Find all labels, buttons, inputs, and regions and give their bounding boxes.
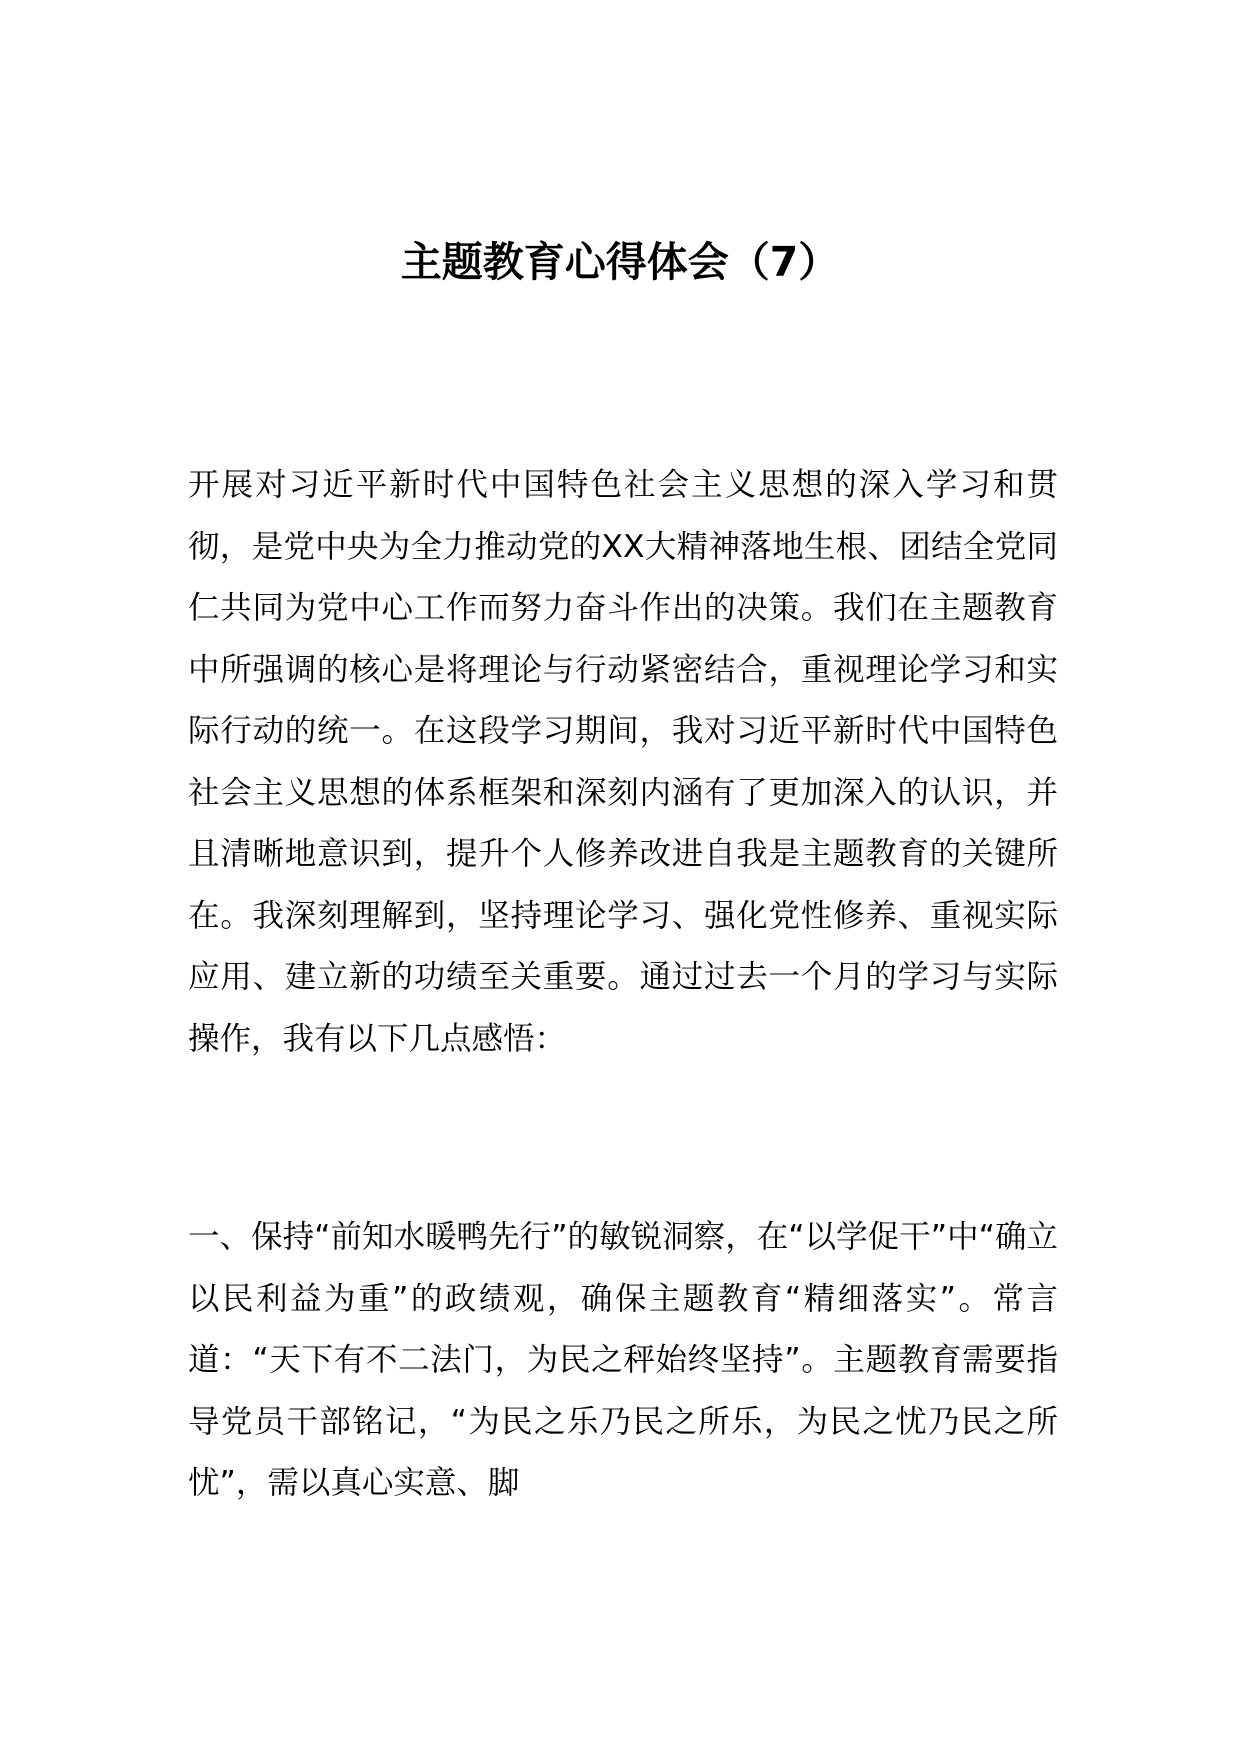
paragraph-intro: 开展对习近平新时代中国特色社会主义思想的深入学习和贯彻，是党中央为全力推动党的XX大精神落地生根、团结全党同仁共同为党中心工作而努力奋斗作出的决策。我们在主题教育中所强调的核心是将理论与行动紧密结合，重视理论学习和实际行动的统一。在这段学习期间，我对习近平新时代中国特色社会主义思想的体系框架和深刻内涵有了更加深入的认识，并且清晰地意识到，提升个人修养改进自我是主题教育的关键所在。我深刻理解到，坚持理论学习、强化党性修养、重视实际应用、建立新的功绩至关重要。通过过去一个月的学习与实际操作，我有以下几点感悟： [188,467,1058,1057]
document-title: 主题教育心得体会（7） [400,238,840,287]
paragraph-section-one: 一、保持“前知水暖鸭先行”的敏锐洞察，在“以学促干”中“确立以民利益为重”的政绩观，确保主题教育“精细落实”。常言道：“天下有不二法门，为民之秤始终坚持”。主题教育需要指导党员干部铭记，“为民之乐乃民之所乐，为民之忧乃民之所忧”，需以真心实意、脚 [188,1219,1058,1501]
